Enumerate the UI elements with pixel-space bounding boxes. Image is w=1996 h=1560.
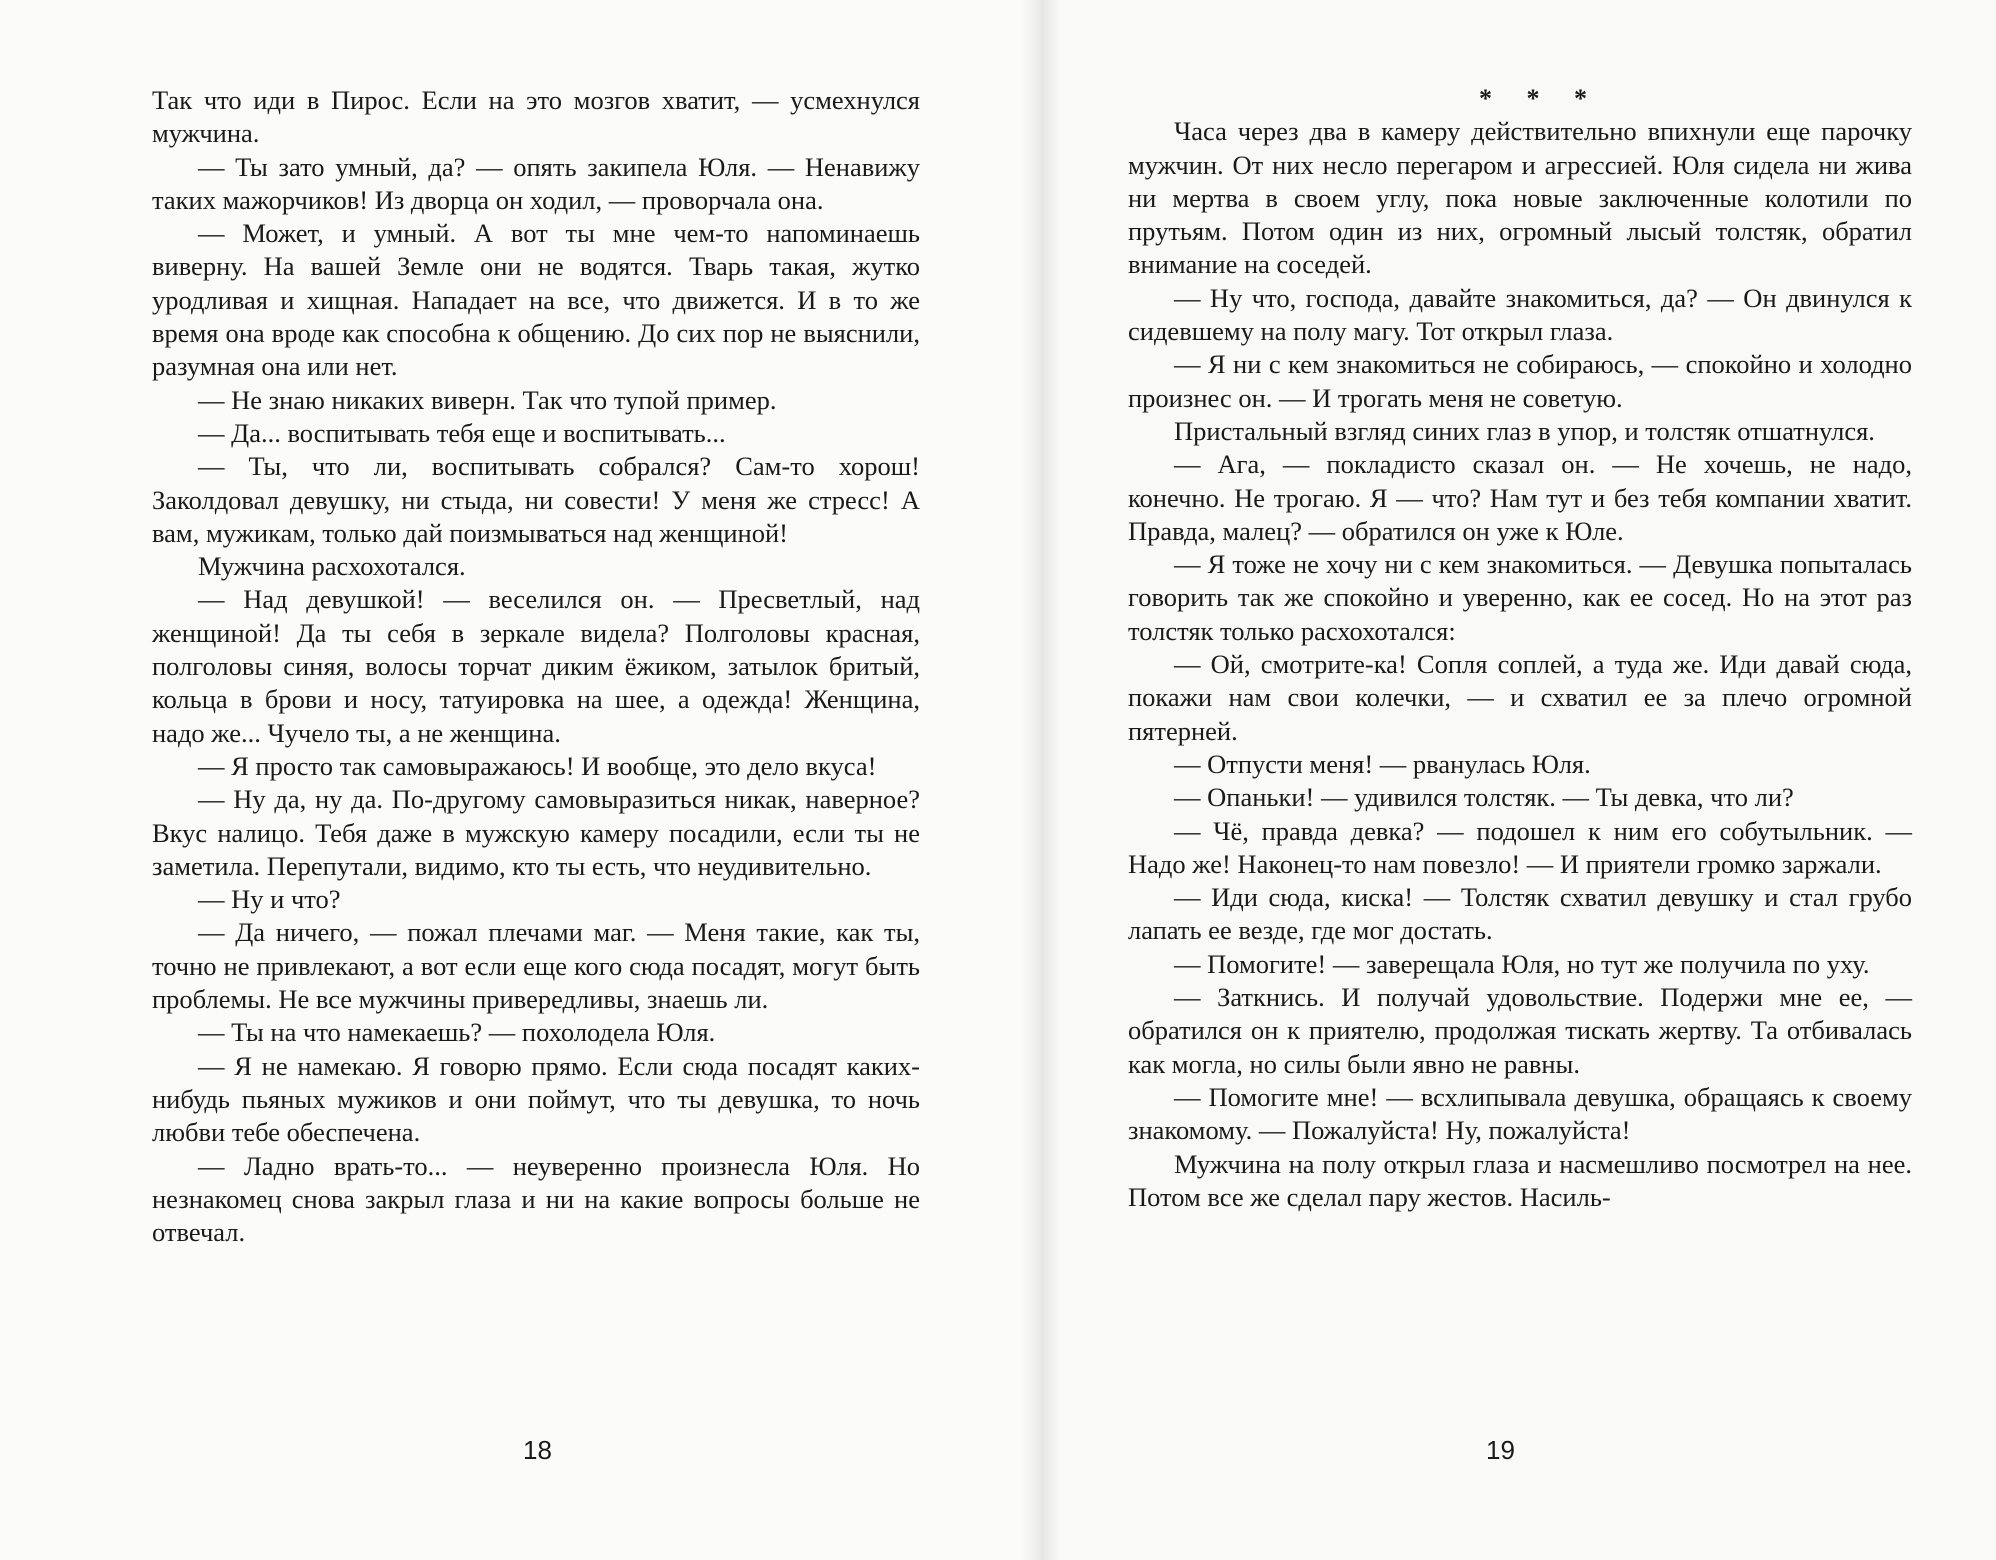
paragraph: — Над девушкой! — веселился он. — Пресветлый, над женщиной! Да ты себя в зеркале видела? Полголовы красная, полголовы синяя, волосы торчат диким ёжиком, затылок бритый, кольца в брови и носу, татуировка на шее, а одежда! Женщина, надо же... Чучело ты, а не женщина. bbox=[152, 584, 920, 748]
paragraph: — Ну и что? bbox=[198, 884, 341, 915]
paragraph: — Чё, правда девка? — подошел к ним его собутыльник. — Надо же! Наконец-то нам повезло! — И приятели громко заржали. bbox=[1128, 815, 1912, 879]
page-gutter bbox=[1020, 0, 1060, 1560]
section-separator: * * * bbox=[1479, 84, 1601, 113]
paragraph: — Я ни с кем знакомиться не собираюсь, — спокойно и холодно произнес он. — И трогать меня не советую. bbox=[1128, 349, 1912, 413]
paragraph: — Заткнись. И получай удовольствие. Подержи мне ее, — обратился он к приятелю, продолжая тискать жертву. Та отбивалась как могла, но силы были явно не равны. bbox=[1128, 982, 1912, 1079]
paragraph: Так что иди в Пирос. Если на это мозгов хватит, — усмехнулся мужчина. bbox=[152, 85, 920, 149]
page-number: 18 bbox=[523, 1435, 552, 1465]
paragraph: Часа через два в камеру действительно впихнули еще парочку мужчин. От них несло перегаром и агрессией. Юля сидела ни жива ни мертва в своем углу, пока новые заключенные колотили по прутьям. Потом один из них, огромный лысый толстяк, обратил внимание на соседей. bbox=[1128, 116, 1912, 280]
paragraph: — Ладно врать-то... — неуверенно произнесла Юля. Но незнакомец снова закрыл глаза и ни на какие вопросы больше не отвечал. bbox=[152, 1150, 920, 1248]
right-page bbox=[1036, 0, 1996, 1560]
paragraph: — Да ничего, — пожал плечами маг. — Меня такие, как ты, точно не привлекают, а вот если еще кого сюда посадят, могут быть проблемы. Не все мужчины привередливы, знаешь ли. bbox=[152, 917, 920, 1015]
paragraph: — Помогите! — заверещала Юля, но тут же получила по уху. bbox=[1174, 948, 1870, 979]
paragraph: — Я не намекаю. Я говорю прямо. Если сюда посадят каких-нибудь пьяных мужиков и они поймут, что ты девушка, то ночь любви тебе обеспечена. bbox=[152, 1050, 920, 1148]
paragraph: — Не знаю никаких виверн. Так что тупой пример. bbox=[198, 384, 777, 415]
paragraph: — Ага, — покладисто сказал он. — Не хочешь, не надо, конечно. Не трогаю. Я — что? Нам тут и без тебя компании хватит. Правда, малец? — обратился он уже к Юле. bbox=[1128, 449, 1912, 546]
paragraph: — Да... воспитывать тебя еще и воспитывать... bbox=[198, 417, 726, 448]
paragraph: — Ты, что ли, воспитывать собрался? Сам-то хорош! Заколдовал девушку, ни стыда, ни совести! У меня же стресс! А вам, мужикам, только дай поизмываться над женщиной! bbox=[152, 451, 920, 548]
paragraph: — Я просто так самовыражаюсь! И вообще, это дело вкуса! bbox=[198, 750, 877, 781]
paragraph: Мужчина расхохотался. bbox=[198, 551, 466, 582]
paragraph: — Отпусти меня! — рванулась Юля. bbox=[1174, 748, 1591, 779]
paragraph: Мужчина на полу открыл глаза и насмешливо посмотрел на нее. Потом все же сделал пару жестов. Насиль- bbox=[1128, 1148, 1912, 1212]
paragraph: — Ну да, ну да. По-другому самовыразиться никак, наверное? Вкус налицо. Тебя даже в мужскую камеру посадили, если ты не заметила. Перепутали, видимо, кто ты есть, что неудивительно. bbox=[152, 784, 920, 881]
page-number: 19 bbox=[1486, 1435, 1515, 1465]
paragraph: — Ты на что намекаешь? — похолодела Юля. bbox=[198, 1017, 716, 1048]
paragraph: — Ты зато умный, да? — опять закипела Юля. — Ненавижу таких мажорчиков! Из дворца он ходил, — проворчала она. bbox=[152, 151, 920, 215]
paragraph: — Я тоже не хочу ни с кем знакомиться. — Девушка попыталась говорить так же спокойно и уверенно, как ее сосед. Но на этот раз толстяк только расхохотался: bbox=[1128, 549, 1912, 646]
paragraph: — Помогите мне! — всхлипывала девушка, обращаясь к своему знакомому. — Пожалуйста! Ну, пожалуйста! bbox=[1128, 1081, 1912, 1146]
paragraph: — Ой, смотрите-ка! Сопля соплей, а туда же. Иди давай сюда, покажи нам свои колечки, — и схватил ее за плечо огромной пятерней. bbox=[1128, 649, 1912, 746]
left-page-text bbox=[152, 84, 920, 1249]
paragraph: — Ну что, господа, давайте знакомиться, да? — Он двинулся к сидевшему на полу магу. Тот открыл глаза. bbox=[1128, 282, 1912, 347]
right-page-text bbox=[1128, 82, 1912, 1214]
paragraph: — Иди сюда, киска! — Толстяк схватил девушку и стал грубо лапать ее везде, где мог достать. bbox=[1128, 882, 1912, 946]
paragraph: Пристальный взгляд синих глаз в упор, и толстяк отшатнулся. bbox=[1174, 415, 1875, 446]
paragraph: — Может, и умный. А вот ты мне чем-то напоминаешь виверну. На вашей Земле они не водятся. Тварь такая, жутко уродливая и хищная. Нападает на все, что движется. И в то же время она вроде как способна к общению. До сих пор не выяснили, разумная она или нет. bbox=[152, 218, 920, 382]
paragraph: — Опаньки! — удивился толстяк. — Ты девка, что ли? bbox=[1174, 782, 1794, 813]
